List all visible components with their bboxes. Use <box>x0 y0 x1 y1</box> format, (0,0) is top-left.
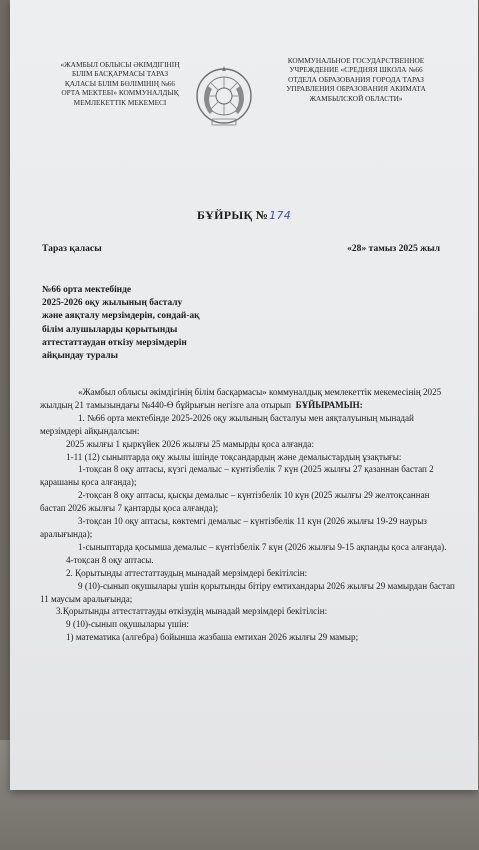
header-left-line: ОРТА МЕКТЕБІ» КОММУНАЛДЫҚ <box>61 88 179 98</box>
header-right-line: ЖАМБЫЛСКОЙ ОБЛАСТИ» <box>309 93 403 103</box>
order-date: «28» тамыз 2025 жыл <box>347 243 440 254</box>
kazakhstan-emblem-icon <box>194 64 254 128</box>
body-paragraph: 9 (10)-сынып оқушылары үшін: <box>66 619 189 630</box>
order-number-handwritten: 174 <box>269 209 292 222</box>
order-subject <box>42 284 302 363</box>
header-left-line: ҚАЛАСЫ БІЛІМ БӨЛІМІНІҢ №66 <box>64 78 176 88</box>
document-page <box>10 0 478 790</box>
subject-line: білім алушыларды қорытынды <box>42 324 178 335</box>
order-title-text: БҰЙРЫҚ № <box>196 208 269 222</box>
order-title <box>10 208 478 223</box>
body-paragraph: 1) математика (алгебра) бойынша жазбаша емтихан 2026 жылғы 29 мамыр; <box>66 632 359 643</box>
subject-line: айқындау туралы <box>42 351 118 362</box>
body-paragraph: 4-тоқсан 8 оқу аптасы. <box>66 554 154 565</box>
body-paragraph: 2025 жылғы 1 қыркүйек 2026 жылғы 25 мамырды қоса алғанда: <box>66 438 314 449</box>
body-paragraph: 1-сыныптарда қосымша демалыс – күнтізбелік 7 күн (2026 жылғы 9-15 ақпанды қоса алғанда). <box>78 541 447 552</box>
header-right-line: УПРАВЛЕНИЯ ОБРАЗОВАНИЯ АКИМАТА <box>286 84 426 94</box>
body-paragraph: 3.Қорытынды аттестаттауды өткізудің мынадай мерзімдері бекітілсін: <box>56 606 328 617</box>
subject-line: 2025-2026 оқу жылының басталу <box>42 298 183 309</box>
header-right-line: КОММУНАЛЬНОЕ ГОСУДАРСТВЕННОЕ <box>287 56 425 65</box>
header-russian-org <box>276 56 436 103</box>
body-paragraph: 1. №66 орта мектебінде 2025-2026 оқу жылының басталуы мен аяқталуының мынадай мерзімдері айқындалсын: <box>40 412 414 436</box>
body-paragraph: 1-тоқсан 8 оқу аптасы, күзгі демалыс – күнтізбелік 7 күн (2025 жылғы 27 қазаннан бастап 2 қарашаны қоса алғанда); <box>40 464 434 488</box>
subject-line: №66 орта мектебінде <box>42 285 131 295</box>
header-left-line: «ЖАМБЫЛ ОБЛЫСЫ ӘКІМДІГІНІҢ <box>60 60 180 69</box>
order-city: Тараз қаласы <box>42 243 102 254</box>
intro-text: «Жамбыл облысы әкімдігінің білім басқармасы» коммуналдық мемлекеттік мекемесінің 2025 жылдың 21 тамызындағы №440-Ө бұйрығын негізге ала отырып <box>40 387 442 410</box>
header-right-line: УЧРЕЖДЕНИЕ «СРЕДНЯЯ ШКОЛА №66 <box>289 65 423 75</box>
subject-line: және аяқталу мерзімдерін, сондай-ақ <box>42 311 200 322</box>
body-paragraph: 2. Қорытынды аттестаттаудың мынадай мерзімдері бекітілсін: <box>66 567 308 578</box>
body-paragraph: 2-тоқсан 8 оқу аптасы, қысқы демалыс – күнтізбелік 10 күн (2025 жылғы 29 желтоқсаннан бастап 2026 жылғы 7 қантарды қоса алғанда); <box>40 490 430 514</box>
header-left-line: БІЛІМ БАСҚАРМАСЫ ТАРАЗ <box>71 69 169 79</box>
order-body <box>40 386 455 644</box>
intro-order-word: БҰЙЫРАМЫН: <box>295 399 363 410</box>
header-kazakh-org <box>46 60 194 107</box>
body-paragraph: 3-тоқсан 10 оқу аптасы, көктемгі демалыс – күнтізбелік 11 күн (2026 жылғы 19-29 наурыз аралығында); <box>40 516 427 539</box>
body-paragraph: 9 (10)-сынып оқушылары үшін қорытынды бітіру емтихандары 2026 жылғы 29 мамырдан бастап 11 маусым аралығында; <box>40 580 455 604</box>
header-right-line: ОТДЕЛА ОБРАЗОВАНИЯ ГОРОДА ТАРАЗ <box>288 74 424 84</box>
body-paragraph: 1-11 (12) сыныптарда оқу жылы ішінде тоқсандардың және демалыстардың ұзақтығы: <box>66 451 402 462</box>
header-left-line: МЕМЛЕКЕТТІК МЕКЕМЕСІ <box>73 97 167 107</box>
body-paragraph <box>40 386 455 412</box>
subject-line: аттестаттаудан өткізу мерзімдерін <box>42 337 187 348</box>
